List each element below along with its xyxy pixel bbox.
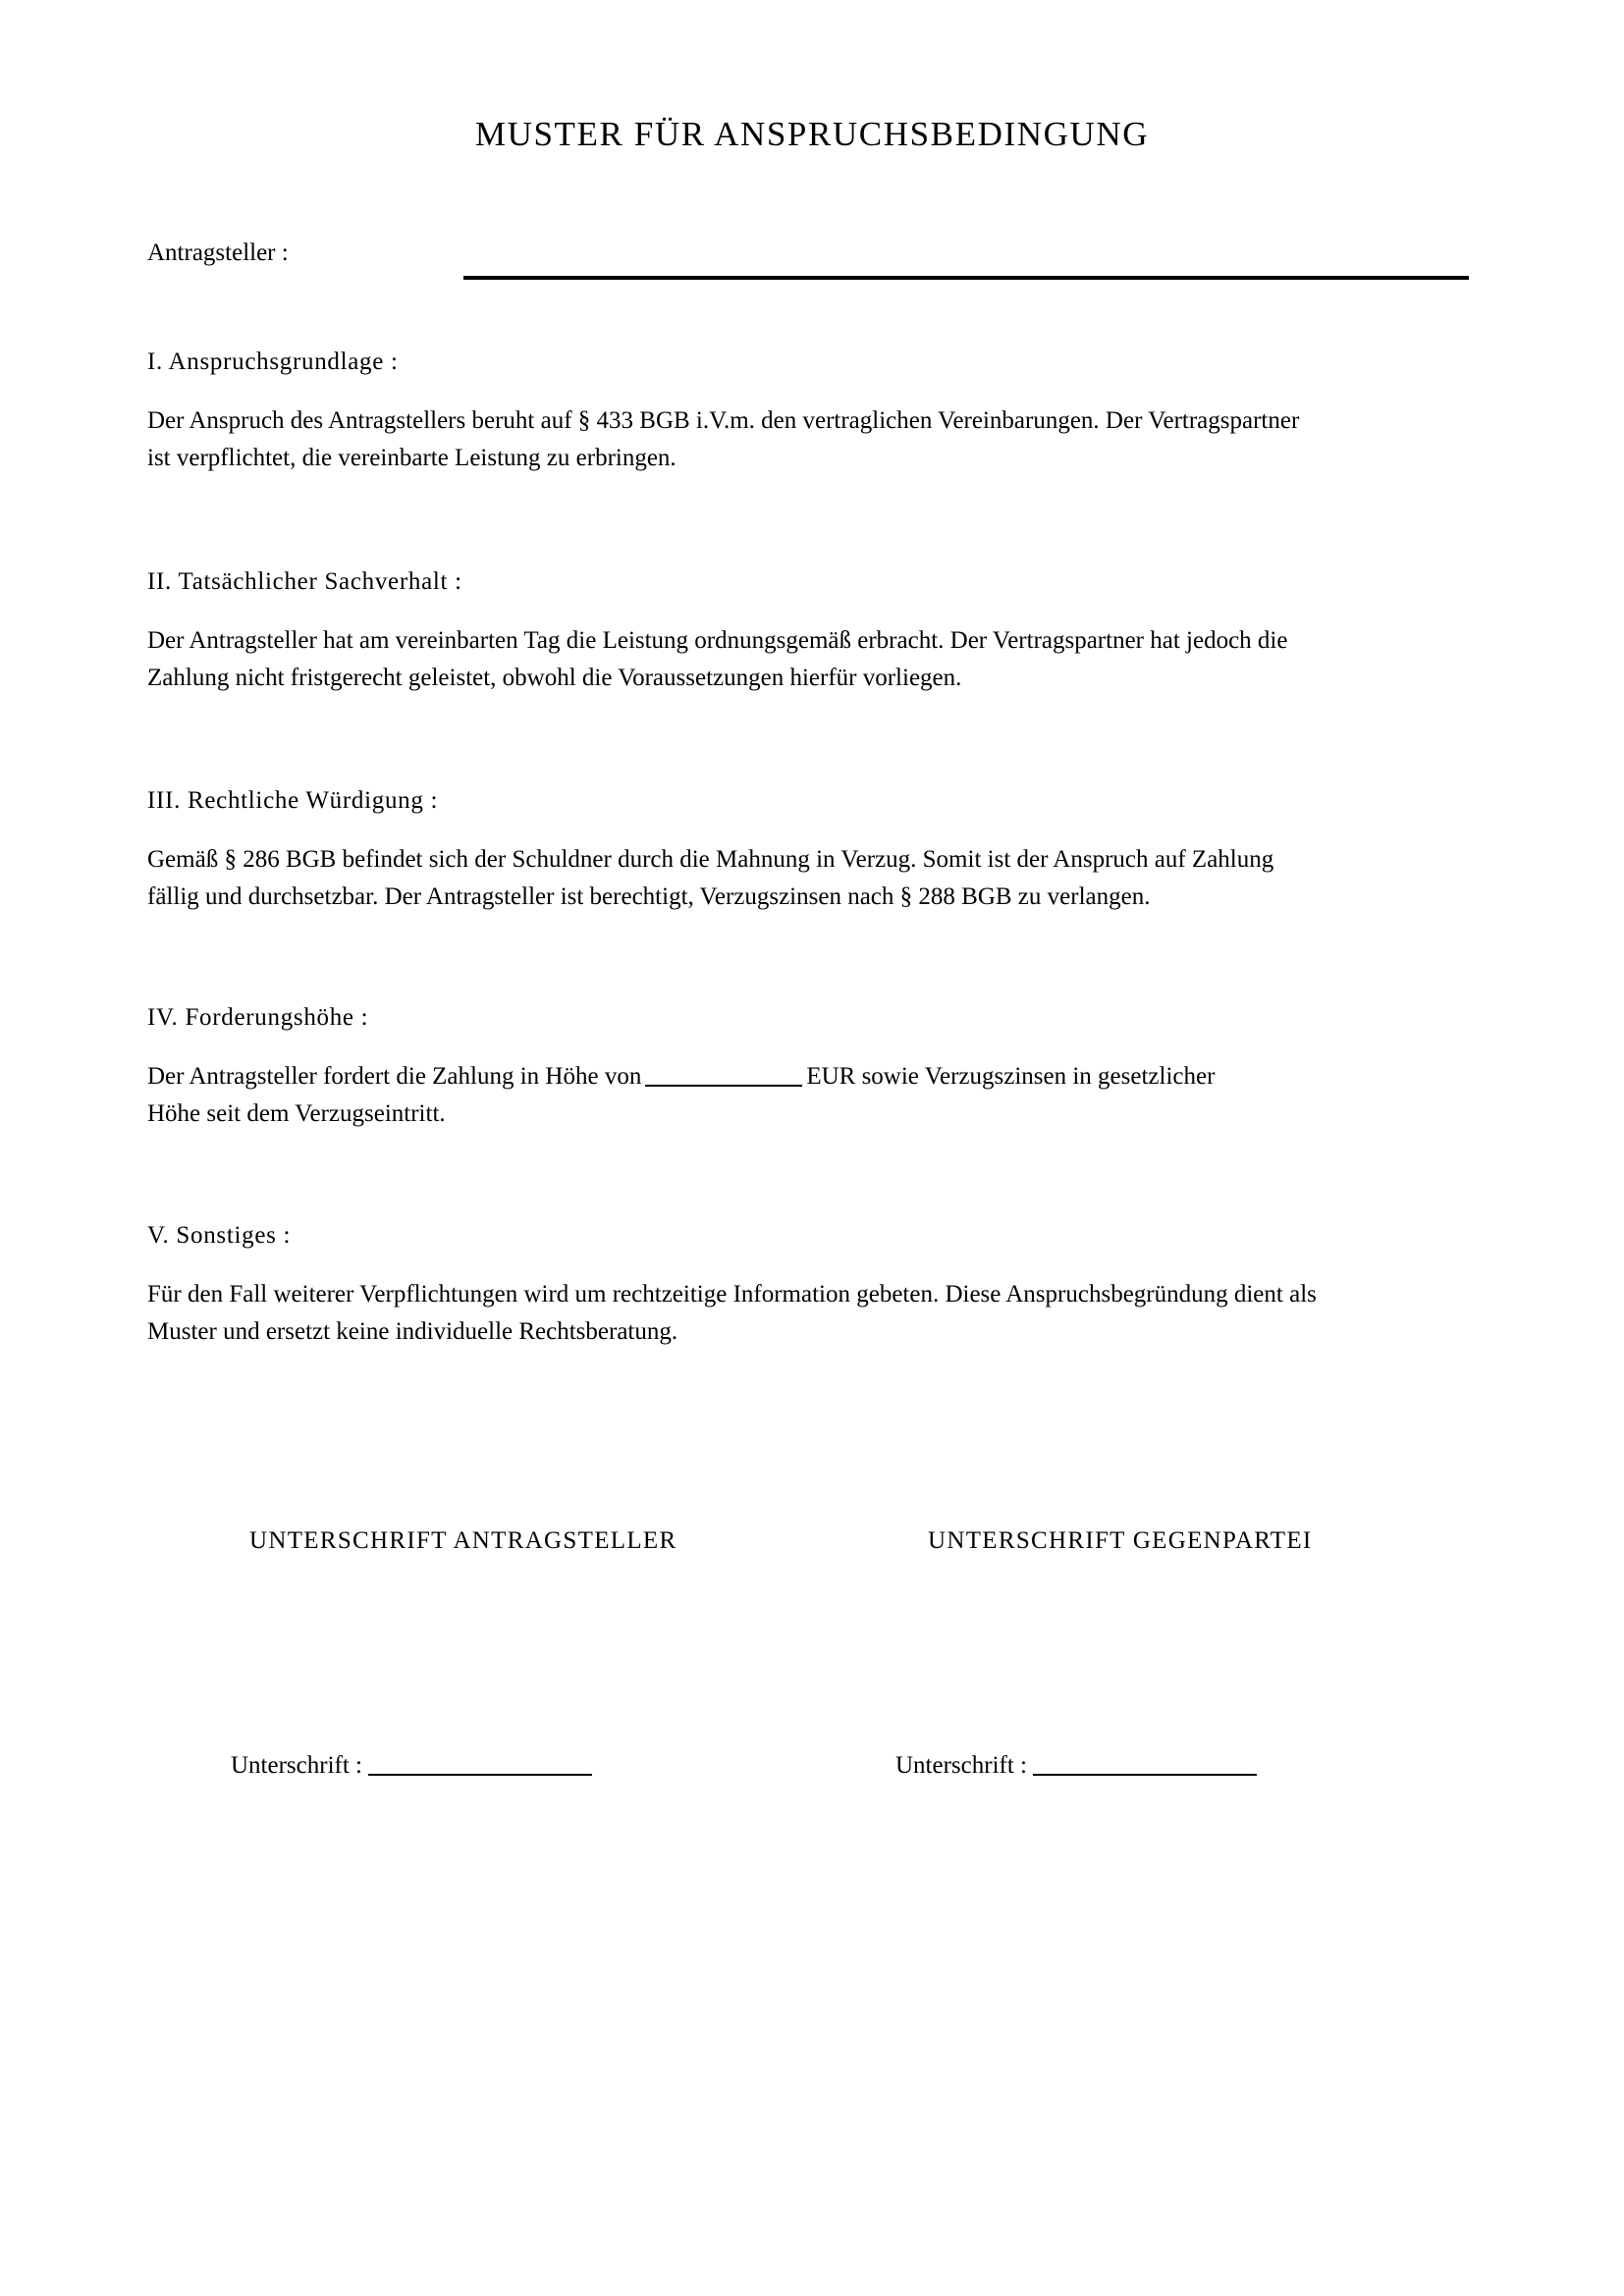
section-rechtliche-wuerdigung [147, 785, 1463, 916]
amount-text-before: Der Antragsteller fordert die Zahlung in Höhe von [147, 1063, 642, 1091]
section-body [147, 1276, 1463, 1351]
section-heading: I. Anspruchsgrundlage : [147, 348, 399, 375]
body-line: Der Anspruch des Antragstellers beruht auf § 433 BGB i.V.m. den vertraglichen Vereinbarungen. Der Vertragspartner [147, 407, 1300, 435]
section-tatsaechlicher-sachverhalt [147, 566, 1463, 697]
section-body [147, 622, 1463, 697]
signature-input-applicant[interactable] [368, 1750, 592, 1776]
amount-text-after: EUR sowie Verzugszinsen in gesetzlicher [806, 1063, 1216, 1091]
section-heading: IV. Forderungshöhe : [147, 1004, 369, 1031]
applicant-label: Antragsteller : [147, 240, 289, 266]
section-anspruchsgrundlage [147, 347, 1463, 477]
signature-heading-applicant: UNTERSCHRIFT ANTRAGSTELLER [249, 1527, 677, 1554]
section-heading: III. Rechtliche Würdigung : [147, 787, 439, 814]
signature-heading-counterparty: UNTERSCHRIFT GEGENPARTEI [928, 1527, 1313, 1554]
body-line: fällig und durchsetzbar. Der Antragsteller ist berechtigt, Verzugszinsen nach § 288 BGB zu verlangen. [147, 883, 1151, 911]
amount-input-blank[interactable] [645, 1062, 802, 1088]
section-body [147, 841, 1463, 916]
body-line: Gemäß § 286 BGB befindet sich der Schuldner durch die Mahnung in Verzug. Somit ist der Anspruch auf Zahlung [147, 846, 1274, 874]
signature-line-applicant [231, 1750, 592, 1780]
body-line: ist verpflichtet, die vereinbarte Leistung zu erbringen. [147, 445, 677, 472]
section-heading: II. Tatsächlicher Sachverhalt : [147, 568, 462, 595]
body-line: Der Antragsteller hat am vereinbarten Tag die Leistung ordnungsgemäß erbracht. Der Vertragspartner hat jedoch die [147, 627, 1288, 655]
body-line-with-amount-field [147, 1058, 1463, 1095]
body-line: Für den Fall weiterer Verpflichtungen wird um rechtzeitige Information gebeten. Diese Anspruchsbegründung dient als [147, 1281, 1317, 1308]
signature-headings-row [147, 1527, 1463, 1567]
signature-label-applicant: Unterschrift : [231, 1751, 362, 1779]
body-line: Muster und ersetzt keine individuelle Rechtsberatung. [147, 1318, 678, 1346]
signature-label-counterparty: Unterschrift : [895, 1751, 1027, 1779]
applicant-fill-rule[interactable] [463, 276, 1469, 280]
page-title: MUSTER FÜR ANSPRUCHSBEDINGUNG [474, 115, 1150, 153]
section-heading: V. Sonstiges : [147, 1222, 292, 1249]
signature-line-counterparty [895, 1750, 1257, 1780]
body-line: Höhe seit dem Verzugseintritt. [147, 1100, 446, 1128]
signature-input-counterparty[interactable] [1033, 1750, 1257, 1776]
section-forderungshoehe [147, 1002, 1463, 1133]
body-line: Zahlung nicht fristgerecht geleistet, obwohl die Voraussetzungen hierfür vorliegen. [147, 665, 962, 692]
signature-lines-row [147, 1750, 1463, 1793]
section-body [147, 1058, 1463, 1133]
section-sonstiges [147, 1220, 1463, 1351]
section-body [147, 402, 1463, 477]
applicant-row [147, 239, 1473, 284]
